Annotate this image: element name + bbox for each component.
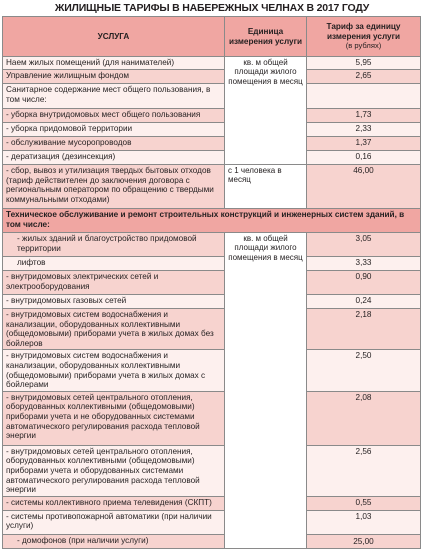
row-label: Наем жилых помещений (для нанимателей) bbox=[3, 57, 225, 70]
row-value: 2,18 bbox=[307, 309, 421, 350]
row-value: 1,37 bbox=[307, 137, 421, 151]
header-unit: Единица измерения услуги bbox=[225, 17, 307, 57]
row-value: 2,08 bbox=[307, 391, 421, 445]
table-row bbox=[3, 109, 421, 123]
row-label: - обслуживание мусоропроводов bbox=[3, 137, 225, 151]
row-value: 2,33 bbox=[307, 123, 421, 137]
table-row bbox=[3, 496, 421, 510]
row-label: Санитарное содержание мест общего пользования, в том числе: bbox=[3, 84, 225, 109]
row-value: 0,24 bbox=[307, 295, 421, 309]
row-value: 1,03 bbox=[307, 510, 421, 534]
table-row bbox=[3, 137, 421, 151]
row-value: 5,95 bbox=[307, 57, 421, 70]
table-row bbox=[3, 510, 421, 534]
row-value: 25,00 bbox=[307, 534, 421, 548]
unit-cell-person: с 1 человека в месяц bbox=[225, 165, 307, 209]
row-value: 46,00 bbox=[307, 165, 421, 209]
table-row bbox=[3, 123, 421, 137]
row-label: - уборка придомовой территории bbox=[3, 123, 225, 137]
header-service: УСЛУГА bbox=[3, 17, 225, 57]
table-row bbox=[3, 257, 421, 271]
row-value: 3,33 bbox=[307, 257, 421, 271]
row-value: 1,73 bbox=[307, 109, 421, 123]
table-header-row bbox=[3, 17, 421, 57]
row-value: 3,05 bbox=[307, 233, 421, 257]
table-row bbox=[3, 70, 421, 84]
table-row bbox=[3, 271, 421, 295]
unit-cell-section: кв. м общей площади жилого помещения в месяц bbox=[225, 233, 307, 549]
row-label: лифтов bbox=[3, 257, 225, 271]
table-row bbox=[3, 350, 421, 391]
table-row bbox=[3, 445, 421, 496]
row-label: - внутридомовых сетей центрального отопления, оборудованных коллективными (общедомовыми) приборами учета и оборудованных системами автоматического регулирования расхода тепловой энергии bbox=[3, 445, 225, 496]
header-tariff-unit: (в рублях) bbox=[345, 41, 382, 51]
table-row bbox=[3, 84, 421, 109]
row-label: - внутридомовых электрических сетей и электрооборудования bbox=[3, 271, 225, 295]
section-row bbox=[3, 209, 421, 233]
row-label: - внутридомовых газовых сетей bbox=[3, 295, 225, 309]
row-label: - сбор, вывоз и утилизация твердых бытовых отходов (тариф действителен до заключения договора с региональным оператором по обращению с твердыми коммунальными отходами) bbox=[3, 165, 225, 209]
row-label: - внутридомовых систем водоснабжения и канализации, оборудованных коллективными (общедомовыми) приборами учета в жилых домах без бойлеров bbox=[3, 309, 225, 350]
row-label: - жилых зданий и благоустройство придомовой территории bbox=[3, 233, 225, 257]
table-row bbox=[3, 391, 421, 445]
header-tariff-label: Тариф за единицу измерения услуги bbox=[326, 22, 401, 41]
row-label: Управление жилищным фондом bbox=[3, 70, 225, 84]
row-label: - системы коллективного приема телевидения (СКПТ) bbox=[3, 496, 225, 510]
section-title: Техническое обслуживание и ремонт строительных конструкций и инженерных систем зданий, в том числе: bbox=[3, 209, 421, 233]
table-row bbox=[3, 233, 421, 257]
table-row bbox=[3, 151, 421, 165]
row-value bbox=[307, 84, 421, 109]
row-value: 0,90 bbox=[307, 271, 421, 295]
row-label: - уборка внутридомовых мест общего пользования bbox=[3, 109, 225, 123]
table-row bbox=[3, 309, 421, 350]
row-label: - внутридомовых систем водоснабжения и канализации, оборудованных коллективными (общедомовыми) приборами учета в жилых домах с бойлерами bbox=[3, 350, 225, 391]
table-row bbox=[3, 295, 421, 309]
row-value: 0,16 bbox=[307, 151, 421, 165]
row-value: 0,55 bbox=[307, 496, 421, 510]
table-row bbox=[3, 57, 421, 70]
table-row bbox=[3, 165, 421, 209]
row-label: - домофонов (при наличии услуги) bbox=[3, 534, 225, 548]
row-label: - системы противопожарной автоматики (при наличии услуги) bbox=[3, 510, 225, 534]
row-value: 2,56 bbox=[307, 445, 421, 496]
table-row bbox=[3, 534, 421, 548]
unit-cell: кв. м общей площади жилого помещения в месяц bbox=[225, 57, 307, 165]
tariff-table bbox=[2, 16, 421, 549]
row-label: - внутридомовых сетей центрального отопления, оборудованных коллективными (общедомовыми) приборами учета и не оборудованных системами автоматического регулирования расхода тепловой энергии bbox=[3, 391, 225, 445]
header-tariff bbox=[307, 17, 421, 57]
row-value: 2,50 bbox=[307, 350, 421, 391]
page-title: ЖИЛИЩНЫЕ ТАРИФЫ В НАБЕРЕЖНЫХ ЧЕЛНАХ В 2017 ГОДУ bbox=[54, 2, 370, 14]
row-label: - дератизация (дезинсекция) bbox=[3, 151, 225, 165]
row-value: 2,65 bbox=[307, 70, 421, 84]
